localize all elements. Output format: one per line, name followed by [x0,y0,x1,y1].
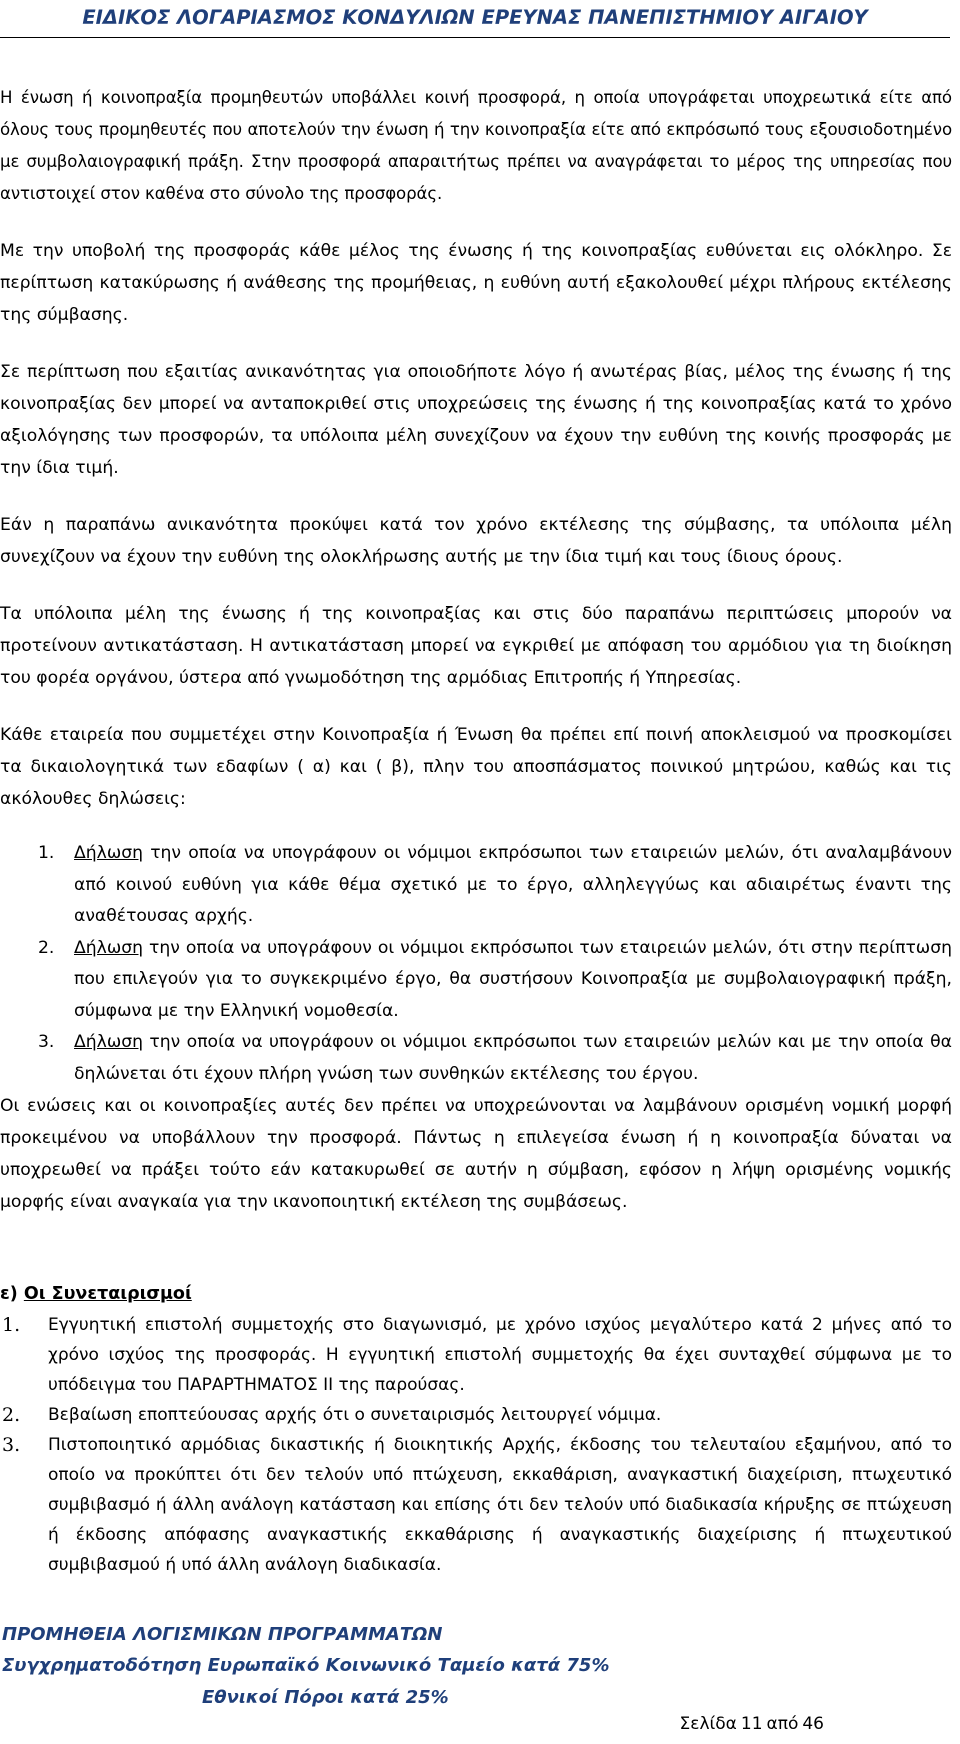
paragraph-legal-form: Οι ενώσεις και οι κοινοπραξίες αυτές δεν πρέπει να υποχρεώνονται να λαμβάνουν ορισμένη νομική μορφή προκειμένου να υποβάλλουν την προσφορά. Πάντως η επιλεγείσα ένωση ή η κοινοπραξία δύναται να υποχρεωθεί να πράξει τούτο εάν κατακυρωθεί σε αυτήν η σύμβαση, εφόσον η λήψη ορισμένης νομικής μορφής είναι αναγκαία για την ικανοποιητική εκτέλεση της συμβάσεως. [0,1096,952,1212]
section-title: Οι Συνεταιρισμοί [23,1284,192,1304]
page-number [676,1714,824,1734]
list-number: 2. [38,937,55,958]
paragraph-documents-required: Κάθε εταιρεία που συμμετέχει στην Κοινοπραξία ή Ένωση θα πρέπει επί ποινή αποκλεισμού να προσκομίσει τα δικαιολογητικά των εδαφίων ( α) και ( β), πλην του αποσπάσματος ποινικού μητρώου, καθώς και τις ακόλουθες δηλώσεις: [0,725,952,809]
declaration-keyword: Δήλωση [74,843,144,863]
paragraph-replacement: Τα υπόλοιπα μέλη της ένωσης ή της κοινοπραξίας και στις δύο παραπάνω περιπτώσεις μπορούν να προτείνουν αντικατάσταση. Η αντικατάσταση μπορεί να εγκριθεί με απόφαση του αρμόδιου για τη διοίκηση του φορέα οργάνου, ύστερα από γνωμοδότηση της αρμόδιας Επιτροπής ή Υπηρεσίας. [0,604,952,688]
list-text: Εγγυητική επιστολή συμμετοχής στο διαγωνισμό, με χρόνο ισχύος μεγαλύτερο κατά 2 μήνες από το χρόνο ισχύος της προσφοράς. Η εγγυητική επιστολή συμμετοχής θα έχει συνταχθεί σύμφωνα με το υπόδειγμα του ΠΑΡΑΡΤΗΜΑΤΟΣ ΙΙ της παρούσας. [48,1315,952,1395]
page-current: 11 [740,1714,763,1734]
list-item [0,1027,952,1090]
page-of: από [766,1714,799,1734]
declaration-text: την οποία να υπογράφουν οι νόμιμοι εκπρόσωποι των εταιρειών μελών, ότι αναλαμβάνουν από κοινού ευθύνη για κάθε θέμα σχετικό με το έργο, αλληλεγγύως και αδιαιρέτως έναντι της αναθέτουσας αρχής. [74,843,952,926]
cooperatives-list [0,1310,952,1580]
footer-national-resources: Εθνικοί Πόροι κατά 25% [202,1687,449,1708]
page-header [0,0,960,42]
footer-project-title: ΠΡΟΜΗΘΕΙΑ ΛΟΓΙΣΜΙΚΩΝ ΠΡΟΓΡΑΜΜΑΤΩΝ [2,1624,443,1645]
list-item [0,1430,952,1580]
list-item [0,1310,952,1400]
section-heading [0,1278,952,1310]
paragraph-joint-liability: Με την υποβολή της προσφοράς κάθε μέλος της ένωσης ή της κοινοπραξίας ευθύνεται εις ολόκληρο. Σε περίπτωση κατακύρωσης ή ανάθεσης της προμήθειας, η ευθύνη αυτή εξακολουθεί μέχρι πλήρους εκτέλεσης της σύμβασης. [0,241,952,325]
list-text: Πιστοποιητικό αρμόδιας δικαστικής ή διοικητικής Αρχής, έκδοσης του τελευταίου εξαμήνου, από το οποίο να προκύπτει ότι δεν τελούν υπό πτώχευση, εκκαθάριση, αναγκαστική διαχείριση, πτωχευτικό συμβιβασμό ή άλλη ανάλογη κατάσταση και επίσης ότι δεν τελούν υπό διαδικασία κήρυξης σε πτώχευση ή έκδοσης απόφασης αναγκαστικής εκκαθάρισης ή αναγκαστικής διαχείρισης ή πτωχευτικού συμβιβασμού ή υπό άλλη ανάλογη διαδικασία. [48,1435,952,1575]
paragraph-member-incapacity: Σε περίπτωση που εξαιτίας ανικανότητας για οποιοδήποτε λόγο ή ανωτέρας βίας, μέλος της ένωσης ή της κοινοπραξίας δεν μπορεί να ανταποκριθεί στις υποχρεώσεις της ένωσης ή της κοινοπραξίας κατά το χρόνο αξιολόγησης των προσφορών, τα υπόλοιπα μέλη συνεχίζουν να έχουν την ευθύνη της κοινής προσφοράς με την ίδια τιμή. [0,362,952,478]
list-item [0,933,952,1028]
list-item [0,1400,952,1430]
declarations-list [0,838,952,1090]
list-number: 2. [2,1404,21,1426]
list-text: Βεβαίωση εποπτεύουσας αρχής ότι ο συνεταιρισμός λειτουργεί νόμιμα. [48,1405,662,1425]
declaration-text: την οποία να υπογράφουν οι νόμιμοι εκπρόσωποι των εταιρειών μελών, ότι στην περίπτωση που επιλεγούν για το συγκεκριμένο έργο, θα συστήσουν Κοινοπραξία με συμβολαιογραφική πράξη, σύμφωνα με την Ελληνική νομοθεσία. [74,937,952,1021]
list-number: 1. [38,843,55,863]
declaration-keyword: Δήλωση [74,1032,144,1052]
paragraph-execution-incapacity: Εάν η παραπάνω ανικανότητα προκύψει κατά τον χρόνο εκτέλεσης της σύμβασης, τα υπόλοιπα μέλη συνεχίζουν να έχουν την ευθύνη της ολοκλήρωσης αυτής με την ίδια τιμή και τους ίδιους όρους. [0,515,952,567]
document-body [0,82,952,1580]
footer-cofunding: Συγχρηματοδότηση Ευρωπαϊκό Κοινωνικό Ταμείο κατά 75% [2,1655,610,1676]
declaration-text: την οποία να υπογράφουν οι νόμιμοι εκπρόσωποι των εταιρειών μελών και με την οποία θα δηλώνεται ότι έχουν πλήρη γνώση των συνθηκών εκτέλεσης του έργου. [74,1032,952,1084]
list-number: 1. [2,1314,21,1336]
header-divider [0,37,950,38]
page-total: 46 [802,1714,824,1734]
page-label: Σελίδα [679,1714,737,1734]
list-number: 3. [38,1032,55,1052]
list-item [0,838,952,933]
declaration-keyword: Δήλωση [74,937,144,958]
list-number: 3. [2,1434,21,1456]
paragraph-joint-offer: Η ένωση ή κοινοπραξία προμηθευτών υποβάλλει κοινή προσφορά, η οποία υπογράφεται υποχρεωτικά είτε από όλους τους προμηθευτές που αποτελούν την ένωση ή την κοινοπραξία είτε από εκπρόσωπό τους εξουσιοδοτημένο με συμβολαιογραφική πράξη. Στην προσφορά απαραιτήτως πρέπει να αναγράφεται το μέρος της υπηρεσίας που αντιστοιχεί στον καθένα στο σύνολο της προσφοράς. [0,88,952,203]
header-title: ΕΙΔΙΚΟΣ ΛΟΓΑΡΙΑΣΜΟΣ ΚΟΝΔΥΛΙΩΝ ΕΡΕΥΝΑΣ ΠΑΝΕΠΙΣΤΗΜΙΟΥ ΑΙΓΑΙΟΥ [82,6,868,29]
section-prefix: ε) [0,1284,24,1304]
